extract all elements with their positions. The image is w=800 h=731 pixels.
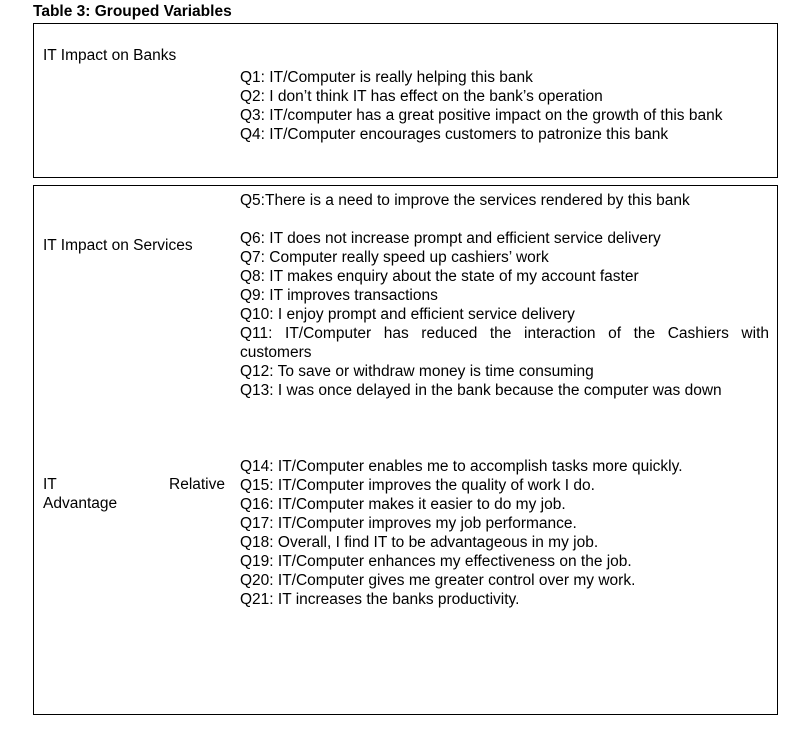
question-q17: Q17: IT/Computer improves my job performance. xyxy=(240,515,577,532)
group-label-word-advantage: Advantage xyxy=(43,495,118,512)
question-q12: Q12: To save or withdraw money is time consuming xyxy=(240,363,594,380)
question-q9: Q9: IT improves transactions xyxy=(240,287,438,304)
group-label-word-it: IT xyxy=(43,476,57,493)
question-q5: Q5:There is a need to improve the services rendered by this bank xyxy=(240,192,690,209)
question-q4: Q4: IT/Computer encourages customers to patronize this bank xyxy=(240,126,669,143)
question-list-services-and-advantage xyxy=(240,191,769,609)
question-q21: Q21: IT increases the banks productivity. xyxy=(240,591,520,608)
group-label-it-impact-on-services: IT Impact on Services xyxy=(43,237,193,254)
group-box-it-impact-on-banks xyxy=(33,23,778,178)
question-q20: Q20: IT/Computer gives me greater control over my work. xyxy=(240,572,636,589)
question-q10: Q10: I enjoy prompt and efficient service delivery xyxy=(240,306,575,323)
question-q3: Q3: IT/computer has a great positive impact on the growth of this bank xyxy=(240,107,723,124)
question-q13: Q13: I was once delayed in the bank because the computer was down xyxy=(240,382,722,399)
question-q15: Q15: IT/Computer improves the quality of work I do. xyxy=(240,477,595,494)
spacer xyxy=(240,400,769,419)
question-q14: Q14: IT/Computer enables me to accomplish tasks more quickly. xyxy=(240,458,683,475)
table-caption: Table 3: Grouped Variables xyxy=(33,3,232,20)
group-label-it-impact-on-banks: IT Impact on Banks xyxy=(43,47,177,64)
group-label-word-relative: Relative xyxy=(169,476,225,493)
question-q6: Q6: IT does not increase prompt and efficient service delivery xyxy=(240,230,661,247)
question-q2: Q2: I don’t think IT has effect on the bank’s operation xyxy=(240,88,603,105)
group-label-it-relative-advantage xyxy=(43,475,225,513)
question-q11: Q11: IT/Computer has reduced the interaction of the Cashiers with customers xyxy=(240,325,769,361)
question-q1: Q1: IT/Computer is really helping this bank xyxy=(240,69,533,86)
question-q8: Q8: IT makes enquiry about the state of my account faster xyxy=(240,268,639,285)
question-q18: Q18: Overall, I find IT to be advantageous in my job. xyxy=(240,534,599,551)
question-q19: Q19: IT/Computer enhances my effectiveness on the job. xyxy=(240,553,632,570)
spacer xyxy=(240,438,769,457)
group-box-services-and-advantage xyxy=(33,185,778,715)
spacer xyxy=(240,210,769,229)
question-list-it-impact-on-banks xyxy=(240,68,769,144)
spacer xyxy=(240,419,769,438)
question-q7: Q7: Computer really speed up cashiers’ work xyxy=(240,249,549,266)
question-q16: Q16: IT/Computer makes it easier to do my job. xyxy=(240,496,566,513)
